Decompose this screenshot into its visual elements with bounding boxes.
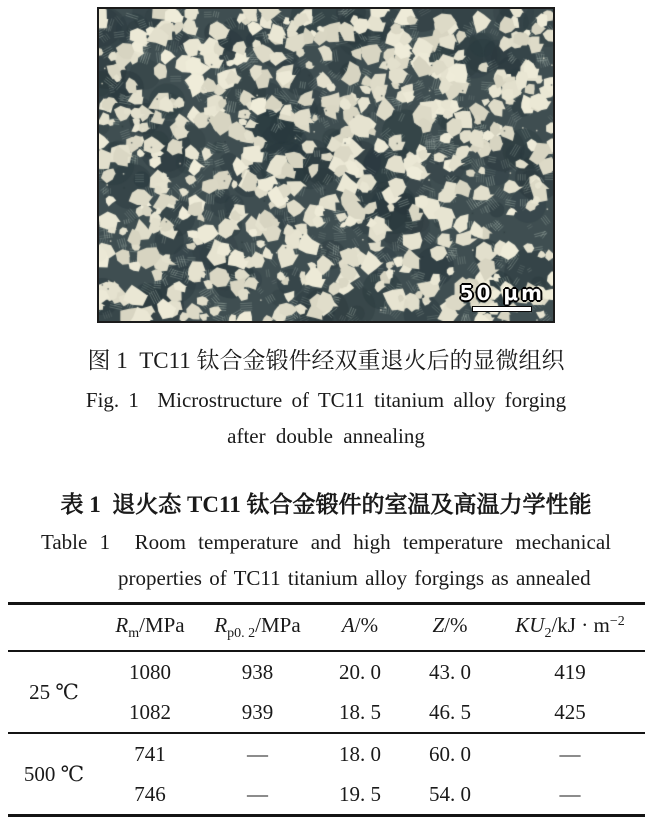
table1-caption-english-line1: Table 1 Room temperature and high temperature mechanical	[41, 530, 611, 554]
value-cell: 425	[554, 699, 586, 724]
header-ku2: $KU_2/kJ \cdot m^{-2}$	[495, 604, 645, 652]
header-reduction: Z/%	[405, 604, 495, 652]
value-cell: 60. 0	[405, 733, 495, 774]
figure1-caption-english-line1: Fig. 1 Microstructure of TC11 titanium alloy forging	[85, 388, 567, 412]
micrograph-image	[99, 9, 553, 321]
header-elongation: A/%	[315, 604, 405, 652]
value-cell: 1080	[129, 659, 171, 684]
figure1-micrograph-frame	[97, 7, 555, 323]
scale-bar-line	[472, 306, 532, 312]
value-cell: 20. 0	[339, 659, 381, 684]
scale-bar-label: 50 μm	[459, 281, 545, 305]
scale-bar-group	[460, 283, 545, 312]
table-header-row	[8, 604, 645, 652]
value-cell: 938	[241, 659, 274, 684]
table-row	[8, 774, 645, 816]
header-rp02: $R_{p0. 2}$/MPa	[200, 604, 315, 652]
figure1-caption-chinese: 图 1 TC11 钛合金锻件经双重退火后的显微组织	[87, 348, 565, 373]
header-rm: $R_m$/MPa	[100, 604, 200, 652]
value-cell: 419	[554, 659, 586, 684]
properties-table	[8, 602, 645, 817]
value-cell: 1082	[129, 699, 171, 724]
value-cell: 18. 0	[315, 733, 405, 774]
value-cell: 54. 0	[429, 781, 471, 806]
value-cell: 746	[134, 781, 166, 806]
value-cell: 19. 5	[339, 781, 381, 806]
table-row	[8, 692, 645, 733]
value-cell: —	[559, 781, 581, 806]
temp-cell-500c: 500 ℃	[8, 733, 100, 816]
value-cell: —	[247, 781, 268, 806]
table1-caption-english-line2: properties of TC11 titanium alloy forgings as annealed	[118, 566, 591, 590]
temp-cell-25c: 25 ℃	[29, 679, 79, 704]
table-row	[8, 651, 645, 692]
figure1-caption-english-line2: after double annealing	[227, 424, 425, 448]
value-cell: —	[495, 733, 645, 774]
header-empty-cell	[8, 604, 100, 652]
value-cell: 741	[100, 733, 200, 774]
value-cell: 43. 0	[429, 659, 471, 684]
table-row	[8, 733, 645, 774]
value-cell: 46. 5	[429, 699, 471, 724]
table1-caption-chinese: 表 1 退火态 TC11 钛合金锻件的室温及高温力学性能	[60, 492, 592, 517]
value-cell: 939	[241, 699, 274, 724]
value-cell: —	[200, 733, 315, 774]
value-cell: 18. 5	[339, 699, 381, 724]
